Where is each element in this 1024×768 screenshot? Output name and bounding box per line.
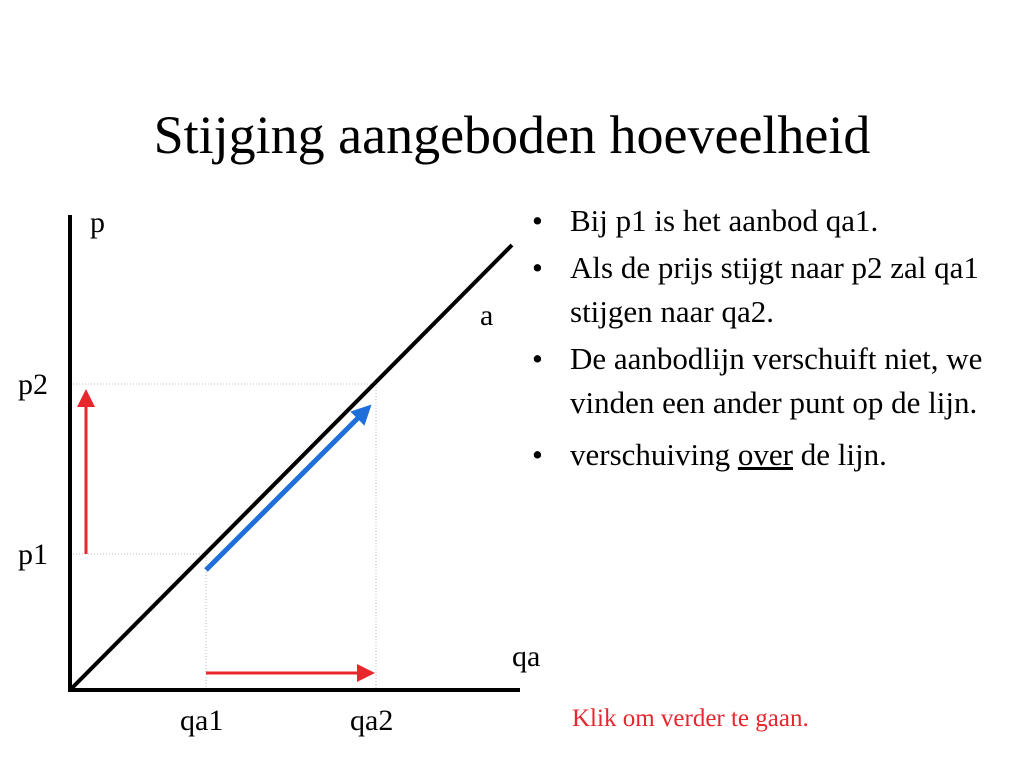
- underlined-word: over: [737, 437, 793, 472]
- price-label-p1: p1: [18, 538, 48, 571]
- bullet-item: • Als de prijs stijgt naar p2 zal qa1 stijgen naar qa2.: [532, 246, 1002, 334]
- movement-along-line-arrow: [206, 408, 368, 570]
- bullet-list: [532, 199, 1002, 480]
- quantity-label-qa1: qa1: [180, 704, 224, 737]
- quantity-label-qa2: qa2: [350, 704, 394, 737]
- x-axis-label: qa: [512, 640, 541, 673]
- click-to-continue-link[interactable]: Klik om verder te gaan.: [572, 705, 809, 732]
- y-axis-label: p: [90, 206, 105, 239]
- price-label-p2: p2: [18, 368, 48, 401]
- supply-line: [70, 245, 512, 690]
- bullet-item: • verschuiving over de lijn.: [532, 433, 1002, 477]
- supply-line-label: a: [480, 299, 494, 332]
- slide-title: Stijging aangeboden hoeveelheid: [153, 105, 871, 165]
- bullet-item: • De aanbodlijn verschuift niet, we vinden een ander punt op de lijn.: [532, 337, 1002, 425]
- bullet-item: • Bij p1 is het aanbod qa1.: [532, 199, 1002, 243]
